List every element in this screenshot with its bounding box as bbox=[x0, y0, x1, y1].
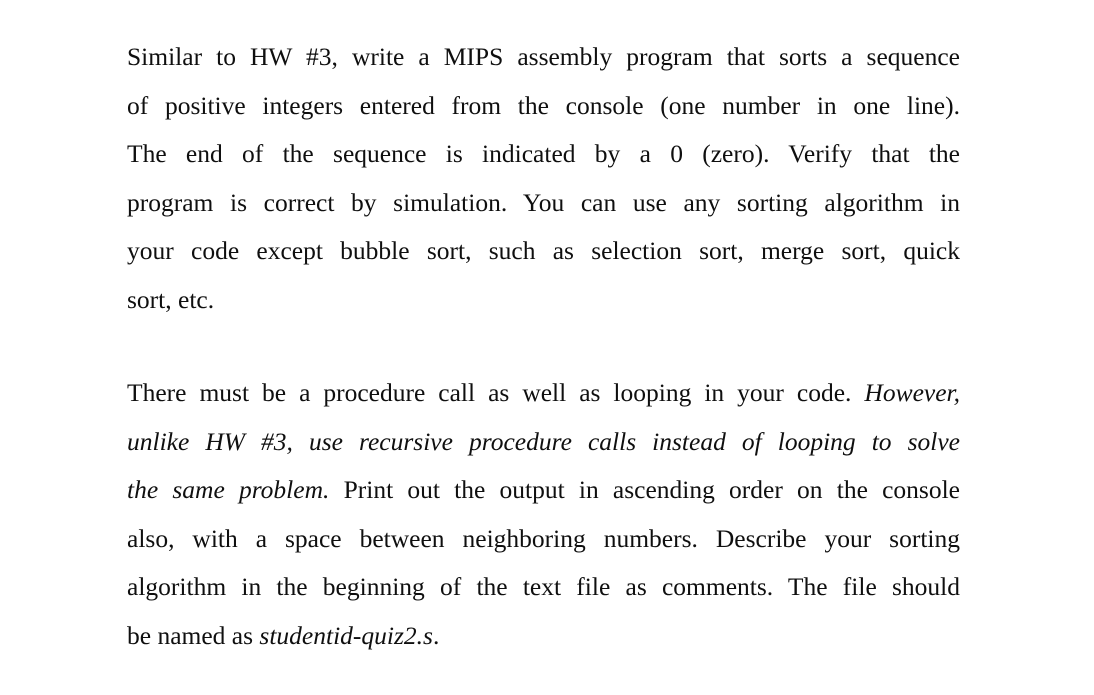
paragraph2-line-3-italic: the same problem. bbox=[127, 475, 330, 504]
paragraph2-line-6 bbox=[127, 612, 960, 661]
paragraph2-line-6-plain: be named as bbox=[127, 620, 254, 650]
paragraph2-line-4: also, with a space between neighboring numbers. Describe your sorting bbox=[127, 523, 960, 553]
paragraph2-line-5: algorithm in the beginning of the text file as comments. The file should bbox=[127, 572, 960, 601]
paragraph1-line-4: program is correct by simulation. You can use any sorting algorithm in bbox=[127, 187, 960, 217]
paragraph2-line-1-italic: However, bbox=[864, 378, 961, 407]
paragraph1-line-6: sort, etc. bbox=[127, 284, 215, 314]
filename-text: studentid-quiz2.s bbox=[259, 620, 433, 650]
paragraph2-line-6-end: . bbox=[432, 620, 440, 650]
paragraph2-line-1-plain: There must be a procedure call as well as looping in your code. bbox=[127, 378, 852, 407]
paragraph1-line-3: The end of the sequence is indicated by a 0 (zero). Verify that the bbox=[127, 139, 960, 168]
paragraph1-line-1: Similar to HW #3, write a MIPS assembly program that sorts a sequence bbox=[127, 42, 960, 71]
paragraph2-line-2: unlike HW #3, use recursive procedure calls instead of looping to solve bbox=[127, 426, 960, 456]
paragraph1-line-2: of positive integers entered from the console (one number in one line). bbox=[127, 90, 960, 120]
paragraph1-line-5: your code except bubble sort, such as selection sort, merge sort, quick bbox=[127, 236, 960, 265]
paragraph2-line-3 bbox=[127, 466, 960, 515]
paragraph2-line-3-plain: Print out the output in ascending order on the console bbox=[343, 475, 960, 504]
paragraph-requirements bbox=[127, 369, 960, 660]
paragraph2-line-1 bbox=[127, 369, 960, 418]
paragraph-assignment-description bbox=[127, 33, 960, 324]
